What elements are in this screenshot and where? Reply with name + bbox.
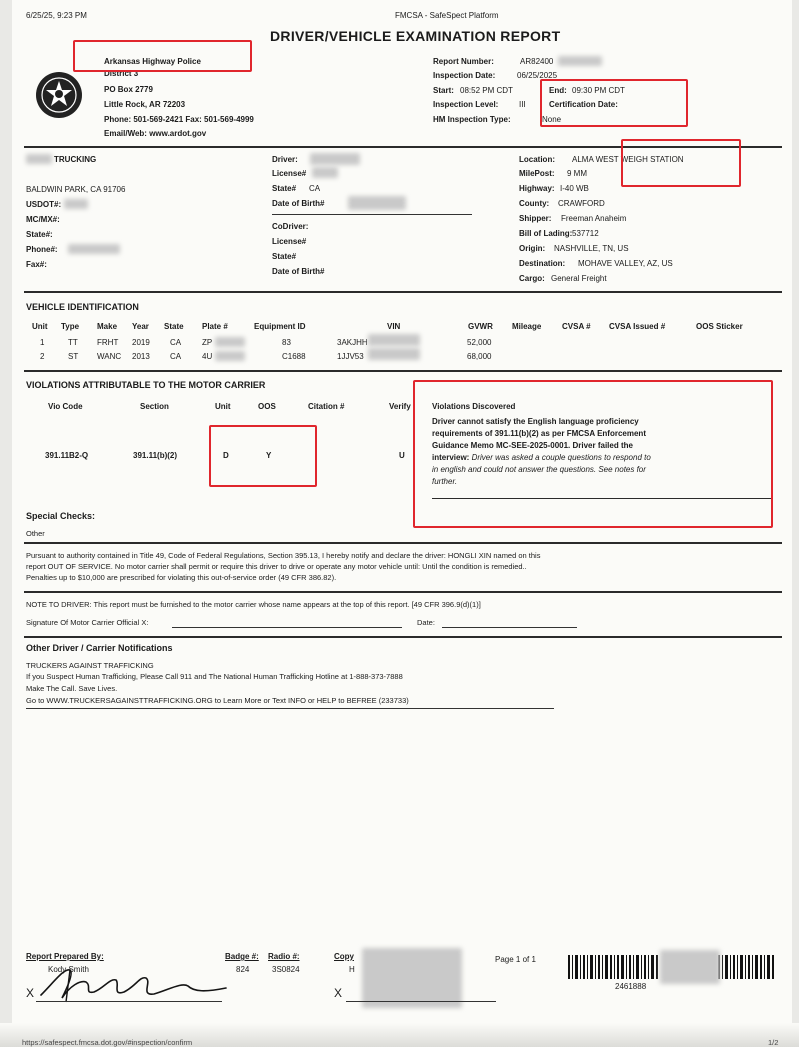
end-time: 09:30 PM CDT (572, 86, 625, 95)
divider (24, 291, 782, 293)
cargo-label: Cargo: (519, 274, 545, 283)
vehicle-header-type: Type (61, 322, 80, 331)
report-title: DRIVER/VEHICLE EXAMINATION REPORT (270, 28, 561, 44)
violation-header-oos: OOS (258, 402, 276, 411)
radio-label: Radio #: (268, 952, 300, 961)
redaction-blur (312, 167, 338, 178)
destination-value: MOHAVE VALLEY, AZ, US (578, 259, 673, 268)
signature-line (172, 627, 402, 628)
divider (272, 214, 472, 215)
carrier-phone-label: Phone#: (26, 245, 58, 254)
violation-notes-line: Driver was asked a couple questions to respond to (471, 453, 651, 462)
vehicle-vin: 1JJV53 (337, 352, 364, 361)
vehicle-type: ST (68, 352, 79, 361)
notification-line: Make The Call. Save Lives. (26, 684, 118, 693)
badge-number: 824 (236, 965, 250, 974)
prepared-by-name: Kody Smith (48, 965, 89, 974)
copy-signature-line (346, 1001, 496, 1002)
redaction-blur (558, 56, 602, 66)
browser-page-count: 1/2 (768, 1038, 779, 1047)
vehicle-header-gvwr: GVWR (468, 322, 493, 331)
agency-seal-icon (34, 70, 84, 120)
notification-line: TRUCKERS AGAINST TRAFFICKING (26, 661, 154, 670)
report-sheet (12, 0, 792, 1047)
violations-section-heading: VIOLATIONS ATTRIBUTABLE TO THE MOTOR CARRIER (26, 380, 266, 390)
origin-label: Origin: (519, 244, 546, 253)
highlight-violation-box (413, 380, 773, 528)
divider (26, 708, 554, 709)
notification-line: If you Suspect Human Trafficking, Please Call 911 and The National Human Trafficking Hotline at 1-888-373-7888 (26, 672, 403, 681)
redaction-blur (660, 950, 720, 984)
copy-x-mark: X (334, 986, 343, 1000)
highlight-location-box (621, 139, 741, 187)
start-label: Start: (433, 86, 454, 95)
start-time: 08:52 PM CDT (460, 86, 513, 95)
agency-po-box: PO Box 2779 (104, 85, 153, 94)
signature-x-mark: X (26, 986, 35, 1000)
cargo-value: General Freight (551, 274, 607, 283)
violation-header-discovered: Violations Discovered (432, 402, 516, 411)
agency-city: Little Rock, AR 72203 (104, 100, 186, 109)
driver-state-label: State# (272, 184, 297, 193)
violation-header-section: Section (140, 402, 169, 411)
county-label: County: (519, 199, 550, 208)
violation-section: 391.11(b)(2) (133, 451, 178, 460)
report-number-label: Report Number: (433, 57, 494, 66)
location-value: ALMA WEST WEIGH STATION (572, 155, 684, 164)
vehicle-year: 2019 (132, 338, 150, 347)
oos-notice-line: report OUT OF SERVICE. No motor carrier shall permit or require this driver to drive or operate any motor vehicle until: Until the condition is remedied.. (26, 562, 527, 571)
violation-description-line: Guidance Memo MC-SEE-2025-0001. Driver failed the (432, 441, 633, 450)
report-number: AR82400 (520, 57, 554, 66)
notification-line: Go to WWW.TRUCKERSAGAINSTTRAFFICKING.ORG to Learn More or Text INFO or HELP to BEFREE (233733) (26, 696, 409, 705)
badge-label: Badge #: (225, 952, 259, 961)
vehicle-header-oos-sticker: OOS Sticker (696, 322, 743, 331)
highlight-time-box (540, 79, 688, 127)
violation-description-line: requirements of 391.11(b)(2) as per FMCSA Enforcement (432, 429, 646, 438)
violation-interview-label: interview: (432, 453, 470, 462)
certification-date-label: Certification Date: (549, 100, 618, 109)
redaction-blur (368, 348, 420, 360)
inspection-date-label: Inspection Date: (433, 71, 496, 80)
agency-district: District 3 (104, 69, 139, 78)
hm-inspection-label: HM Inspection Type: (433, 115, 511, 124)
vehicle-gvwr: 52,000 (467, 338, 492, 347)
radio-number: 3S0824 (272, 965, 300, 974)
violation-unit: D (223, 451, 229, 460)
location-label: Location: (519, 155, 555, 164)
vehicle-make: FRHT (97, 338, 119, 347)
vehicle-header-state: State (164, 322, 184, 331)
inspection-level-label: Inspection Level: (433, 100, 499, 109)
page-indicator: Page 1 of 1 (495, 955, 536, 964)
milepost-value: 9 MM (567, 169, 587, 178)
vehicle-header-vin: VIN (387, 322, 401, 331)
redaction-blur (368, 334, 420, 346)
violation-header-citation: Citation # (308, 402, 345, 411)
inspection-level: III (519, 100, 526, 109)
vehicle-header-cvsa: CVSA # (562, 322, 591, 331)
shipper-value: Freeman Anaheim (561, 214, 627, 223)
county-value: CRAWFORD (558, 199, 605, 208)
browser-url: https://safespect.fmcsa.dot.gov/#inspection/confirm (22, 1038, 193, 1047)
vehicle-header-mileage: Mileage (512, 322, 542, 331)
highway-value: I-40 WB (560, 184, 589, 193)
co-license-label: License# (272, 237, 307, 246)
dob-label: Date of Birth# (272, 199, 325, 208)
vehicle-header-unit: Unit (32, 322, 48, 331)
highlight-agency-box (73, 40, 252, 72)
vehicle-plate: ZP (202, 338, 213, 347)
vehicle-section-heading: VEHICLE IDENTIFICATION (26, 302, 139, 312)
oos-notice-line: Pursuant to authority contained in Title 49, Code of Federal Regulations, Section 395.13, I hereby notify and declare the driver: HONGLI XIN named on this (26, 551, 541, 560)
vehicle-make: WANC (97, 352, 122, 361)
note-to-driver: NOTE TO DRIVER: This report must be furnished to the motor carrier whose name appears at the top of this report. [49 CFR 396.9(d)(1)] (26, 600, 481, 609)
usdot-label: USDOT#: (26, 200, 62, 209)
hm-inspection-type: None (542, 115, 562, 124)
prepared-by-line (36, 1001, 222, 1002)
inspection-date: 06/25/2025 (517, 71, 558, 80)
violation-description-line: Driver cannot satisfy the English language proficiency (432, 417, 639, 426)
agency-email: Email/Web: www.ardot.gov (104, 129, 207, 138)
redaction-blur (362, 948, 462, 1008)
redaction-blur (64, 199, 88, 209)
agency-phone: Phone: 501-569-2421 Fax: 501-569-4999 (104, 115, 254, 124)
platform-name: FMCSA - SafeSpect Platform (395, 11, 499, 20)
violation-verify: U (399, 451, 405, 460)
driver-state: CA (309, 184, 321, 193)
redaction-blur (215, 351, 245, 361)
vehicle-equipment: C1688 (282, 352, 306, 361)
license-label: License# (272, 169, 307, 178)
vehicle-state: CA (170, 352, 182, 361)
violation-oos: Y (266, 451, 272, 460)
milepost-label: MilePost: (519, 169, 555, 178)
violation-notes-line: in english and could not answer the questions. See notes for (432, 465, 646, 474)
highlight-unit-oos-box (209, 425, 317, 487)
carrier-city: BALDWIN PARK, CA 91706 (26, 185, 126, 194)
carrier-name: TRUCKING (54, 155, 97, 164)
violation-notes-line: further. (432, 477, 458, 486)
shipper-label: Shipper: (519, 214, 552, 223)
destination-label: Destination: (519, 259, 566, 268)
vehicle-equipment: 83 (282, 338, 291, 347)
prepared-by-label: Report Prepared By: (26, 952, 104, 961)
co-dob-label: Date of Birth# (272, 267, 325, 276)
signature-label: Signature Of Motor Carrier Official X: (26, 618, 149, 627)
redaction-blur (26, 154, 52, 164)
vehicle-header-year: Year (132, 322, 149, 331)
vehicle-header-plate: Plate # (202, 322, 228, 331)
carrier-fax-label: Fax#: (26, 260, 47, 269)
divider (24, 591, 782, 593)
violation-header-verify: Verify (389, 402, 411, 411)
bill-of-lading-label: Bill of Lading: (519, 229, 573, 238)
driver-label: Driver: (272, 155, 298, 164)
mcmx-label: MC/MX#: (26, 215, 60, 224)
vehicle-header-equipment: Equipment ID (254, 322, 306, 331)
divider (24, 542, 782, 544)
special-checks-heading: Special Checks: (26, 511, 96, 521)
divider (24, 370, 782, 372)
violation-code: 391.11B2-Q (45, 451, 89, 460)
vehicle-state: CA (170, 338, 182, 347)
date-line (442, 627, 577, 628)
special-checks-value: Other (26, 529, 45, 538)
redaction-blur (348, 196, 406, 210)
carrier-state-label: State#: (26, 230, 53, 239)
vehicle-year: 2013 (132, 352, 150, 361)
notifications-heading: Other Driver / Carrier Notifications (26, 643, 173, 653)
codriver-label: CoDriver: (272, 222, 309, 231)
bill-of-lading-value: 537712 (572, 229, 599, 238)
signature-date-label: Date: (417, 618, 435, 627)
divider (24, 636, 782, 638)
redaction-blur (68, 244, 120, 254)
copy-recipient: H (349, 965, 355, 974)
co-state-label: State# (272, 252, 297, 261)
redaction-blur (215, 337, 245, 347)
redaction-blur (310, 153, 360, 165)
vehicle-plate: 4U (202, 352, 213, 361)
vehicle-gvwr: 68,000 (467, 352, 492, 361)
oos-notice-line: Penalties up to $10,000 are prescribed for violating this out-of-service order (49 CFR 386.82). (26, 573, 337, 582)
vehicle-vin: 3AKJHH (337, 338, 368, 347)
vehicle-header-make: Make (97, 322, 118, 331)
vehicle-unit: 2 (40, 352, 45, 361)
vehicle-unit: 1 (40, 338, 45, 347)
vehicle-type: TT (68, 338, 78, 347)
inspector-signature-icon (36, 962, 236, 1004)
print-timestamp: 6/25/25, 9:23 PM (26, 11, 87, 20)
violation-header-code: Vio Code (48, 402, 83, 411)
vehicle-header-cvsa-issued: CVSA Issued # (609, 322, 666, 331)
violation-header-unit: Unit (215, 402, 231, 411)
highway-label: Highway: (519, 184, 555, 193)
copy-label: Copy (334, 952, 354, 961)
barcode-number: 2461888 (615, 982, 647, 991)
agency-name: Arkansas Highway Police (104, 57, 201, 66)
origin-value: NASHVILLE, TN, US (554, 244, 629, 253)
end-label: End: (549, 86, 567, 95)
